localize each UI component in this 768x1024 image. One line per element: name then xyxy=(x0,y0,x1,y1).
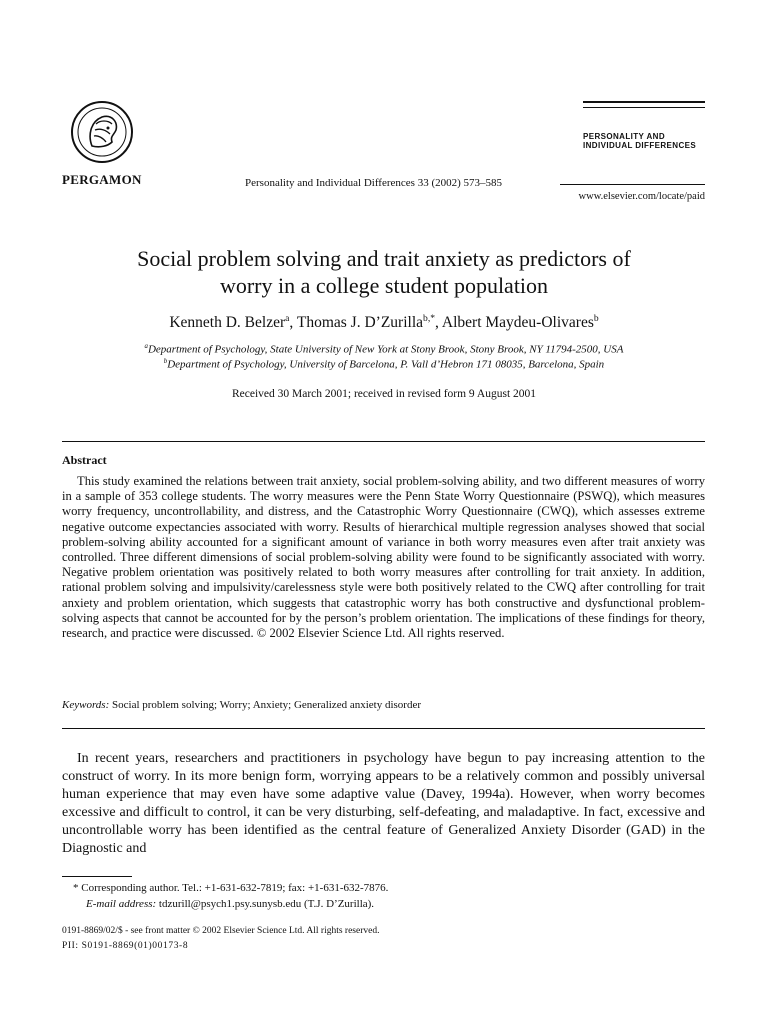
intro-paragraph: In recent years, researchers and practitioners in psychology have begun to pay increasing attention to the construct of worry. In its more benign form, worrying appears to be a relatively common and possibly universal human experience that may even have some adaptive value (Davey, 1994a). However, when worry becomes excessive and difficult to control, it can be very disturbing, self-defeating, and maladaptive. In fact, excessive and uncontrollable worry has been identified as the central feature of Generalized Anxiety Disorder (GAD) in the Diagnostic and xyxy=(62,751,705,856)
url-rule xyxy=(560,184,705,185)
publisher-logo-icon xyxy=(70,100,134,164)
header-rule-thin xyxy=(583,107,705,108)
keywords: Keywords: Social problem solving; Worry; Anxiety; Generalized anxiety disorder xyxy=(62,699,421,711)
pii-line: PII: S0191-8869(01)00173-8 xyxy=(62,941,189,951)
author-list: Kenneth D. Belzer$^a$, Thomas J. D’Zurilla$^{b,*}$, Albert Maydeu-Olivares$^b$ xyxy=(169,313,599,332)
email-link[interactable]: tdzurill@psych1.psy.sunysb.edu (T.J. D’Zurilla). xyxy=(158,898,375,910)
journal-url-link[interactable]: www.elsevier.com/locate/paid xyxy=(578,191,705,202)
abstract-heading: Abstract xyxy=(62,453,107,467)
footnote-rule xyxy=(62,876,132,877)
header-rule xyxy=(583,101,705,103)
author-name[interactable]: Albert Maydeu-Olivares xyxy=(441,314,594,332)
abstract-top-rule xyxy=(62,441,705,442)
author-name[interactable]: Kenneth D. Belzer xyxy=(169,314,286,332)
author-name[interactable]: Thomas J. D’Zurilla xyxy=(296,314,424,332)
abstract-bottom-rule xyxy=(62,728,705,729)
email-note: E-mail address: tdzurill@psych1.psy.sunysb.edu (T.J. D’Zurilla). xyxy=(86,898,375,910)
journal-citation: Personality and Individual Differences 33 (2002) 573–585 xyxy=(245,177,503,189)
affiliation: $^a$Department of Psychology, State University of New York at Stony Brook, Stony Brook, NY 11794-2500, USA xyxy=(144,343,624,356)
corresponding-author-note: * Corresponding author. Tel.: +1-631-632-7819; fax: +1-631-632-7876. xyxy=(73,882,389,894)
affiliation: $^b$Department of Psychology, University of Barcelona, P. Vall d’Hebron 171 08035, Barcelona, Spain xyxy=(163,358,605,371)
received-dates: Received 30 March 2001; received in revised form 9 August 2001 xyxy=(231,388,537,400)
publisher-name: PERGAMON xyxy=(62,172,142,187)
article-title: Social problem solving and trait anxiety as predictors of worry in a college student population xyxy=(137,246,631,298)
abstract-text: This study examined the relations between trait anxiety, social problem-solving ability, and two different measures of worry in a sample of 353 college students. The worry measures were the Penn State Worry Questionnaire (PSWQ), which measures worry frequency, uncontrollability, and distress, and the Catastrophic Worry Questionnaire (CWQ), which assesses extreme negative outcome expectancies associated with worry. Results of hierarchical multiple regression analyses showed that social problem-solving ability accounted for a significant amount of variance in both worry measures even after trait anxiety was controlled. Three different dimensions of social problem-solving ability were found to be significantly associated with worry. Negative problem orientation was positively related to both worry measures after controlling for trait anxiety. In addition, rational problem solving and impulsivity/carelessness style were both positively related to the CWQ after controlling for trait anxiety and problem orientation, which suggests that catastrophic worry has both constructive and dysfunctional problem-solving aspects that cannot be accounted for by the person’s problem orientation. The implications of these findings for theory, research, and practice were discussed. © 2002 Elsevier Science Ltd. All rights reserved. xyxy=(62,474,705,641)
copyright-line: 0191-8869/02/$ - see front matter © 2002 Elsevier Science Ltd. All rights reserved. xyxy=(62,926,380,936)
journal-name: PERSONALITY AND INDIVIDUAL DIFFERENCES xyxy=(583,132,697,150)
